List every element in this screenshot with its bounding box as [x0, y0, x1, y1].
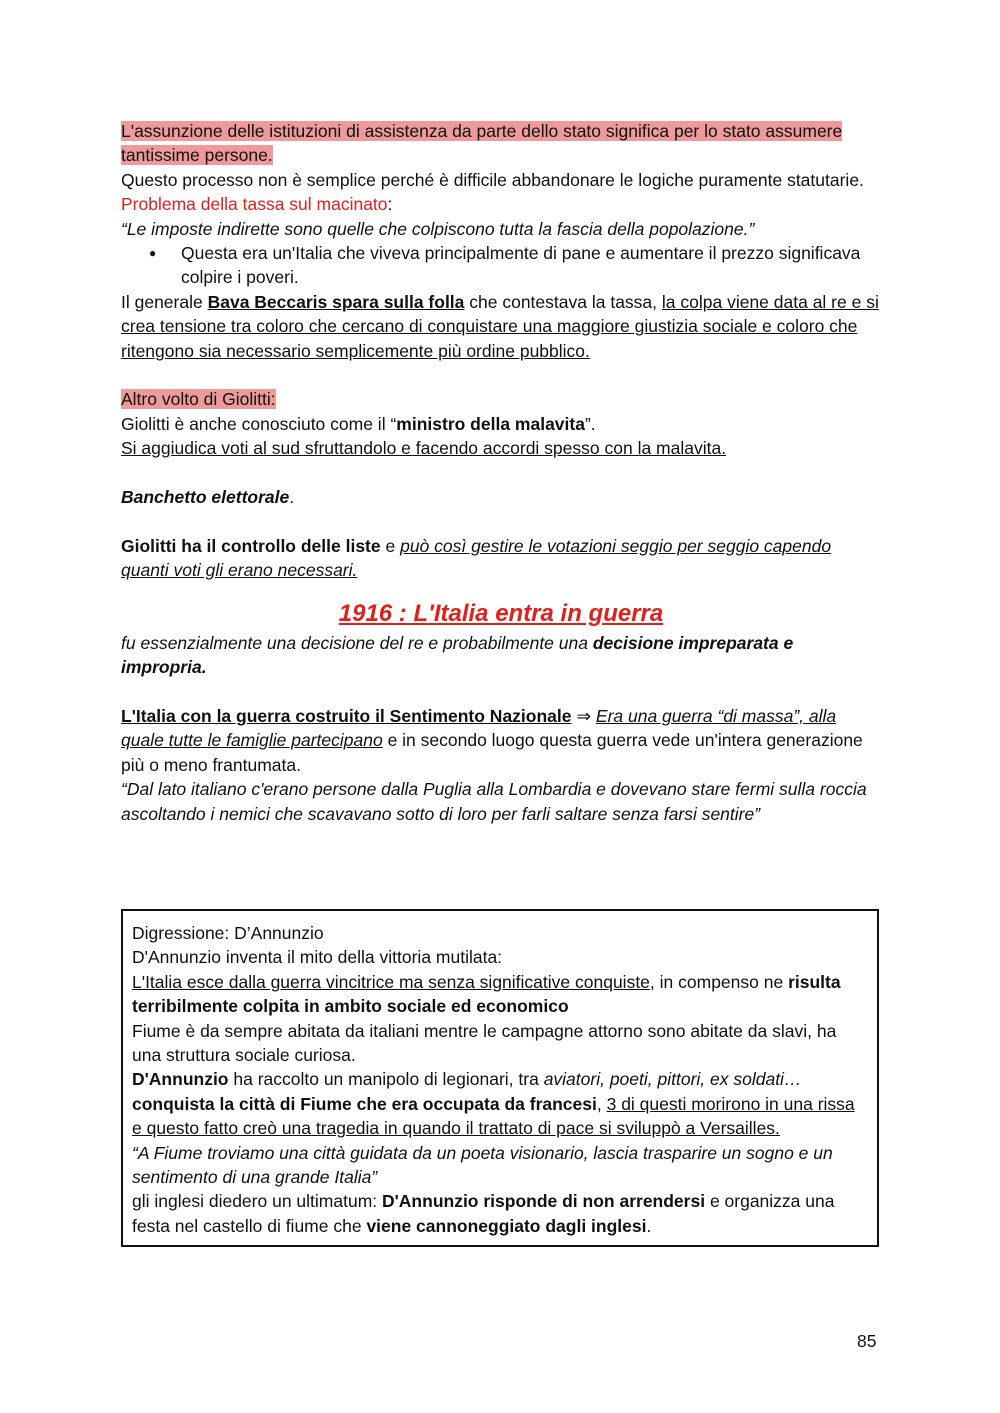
underlined-text: la colpa viene data al re e si crea tensione tra coloro che cercano di conquistare una maggiore giustizia sociale e coloro che ritengono sia necessario semplicemente più ordine pubblico. — [121, 291, 879, 361]
bold-underlined-text: Bava Beccaris spara sulla folla — [207, 291, 465, 312]
paragraph-assistenza — [121, 119, 881, 168]
box-title: Digressione: D’Annunzio — [132, 923, 324, 943]
heading-title: L'Italia entra in guerra — [413, 599, 664, 627]
paragraph-ministro: Giolitti è anche conosciuto come il “ministro della malavita”. — [121, 413, 596, 434]
page-content — [121, 119, 881, 826]
section-title-giolitti — [121, 387, 881, 411]
page-number: 85 — [857, 1331, 877, 1351]
paragraph-generale: Il generale Bava Beccaris spara sulla folla che contestava la tassa, la colpa viene data al re e si crea tensione tra coloro che cercano di conquistare una maggiore giustizia sociale e coloro che ritengono sia necessario semplicemente più ordine pubblico. — [121, 291, 879, 361]
box-quote: “A Fiume troviamo una città guidata da un poeta visionario, lascia trasparire un sogno e un sentimento di una grande Italia” — [132, 1142, 833, 1188]
quote-imposte: “Le imposte indirette sono quelle che colpiscono tutta la fascia della popolazione.” — [121, 218, 755, 239]
paragraph-processo: Questo processo non è semplice perché è difficile abbandonare le logiche puramente statutarie. — [121, 169, 864, 190]
heading-year: 1916 — [338, 599, 393, 627]
bullet-list — [121, 241, 881, 290]
box-line-vittoria: L'Italia esce dalla guerra vincitrice ma senza significative conquiste, in compenso ne risulta terribilmente colpita in ambito sociale ed economico — [132, 971, 841, 1017]
quote-puglia: “Dal lato italiano c'erano persone dalla Puglia alla Lombardia e dovevano stare fermi sulla roccia ascoltando i nemici che scavavano sotto di loro per farli saltare senza farsi sentire” — [121, 779, 867, 824]
digression-box — [121, 909, 879, 1247]
section-heading: 1916 : L'Italia entra in guerra — [338, 599, 664, 627]
paragraph-banchetto: Banchetto elettorale. — [121, 487, 295, 508]
paragraph-problema: Problema della tassa sul macinato: — [121, 194, 393, 215]
list-item: ● Questa era un'Italia che viveva principalmente di pane e aumentare il prezzo significava colpire i poveri. — [181, 241, 881, 290]
box-line-ultimatum: gli inglesi diedero un ultimatum: D'Annunzio risponde di non arrendersi e organizza una festa nel castello di fiume che viene cannoneggiato dagli inglesi. — [132, 1191, 835, 1236]
box-line-fiume: Fiume è da sempre abitata da italiani mentre le campagne attorno sono abitate da slavi, ha una struttura sociale curiosa. — [132, 1020, 837, 1066]
highlighted-text: L'assunzione delle istituzioni di assistenza da parte dello stato significa per lo stato assumere tantissime persone. — [121, 121, 843, 166]
box-line-mito: D'Annunzio inventa il mito della vittoria mutilata: — [132, 947, 503, 968]
paragraph-decisione: fu essenzialmente una decisione del re e probabilmente una decisione impreparata e impropria. — [121, 632, 794, 678]
paragraph-voti: Si aggiudica voti al sud sfruttandolo e facendo accordi spesso con la malavita. — [121, 438, 727, 459]
highlighted-text: Altro volto di Giolitti: — [121, 389, 276, 410]
box-line-legionari: D'Annunzio ha raccolto un manipolo di legionari, tra aviatori, poeti, pittori, ex soldati… conquista la città di Fiume che era occupata da francesi, 3 di questi morirono in una rissa e questo fatto creò una tragedia in quando il trattato di pace si sviluppò a Versailles. — [132, 1069, 855, 1139]
paragraph-sentimento: L'Italia con la guerra costruito il Sentimento Nazionale ⇒ Era una guerra “di massa”, alla quale tutte le famiglie partecipano e in secondo luogo questa guerra vede un'intera generazione più o meno frantumata. — [121, 705, 863, 775]
red-label: Problema della tassa sul macinato — [121, 194, 388, 215]
paragraph-liste: Giolitti ha il controllo delle liste e può così gestire le votazioni seggio per seggio capendo quanti voti gli erano necessari. — [121, 535, 832, 581]
